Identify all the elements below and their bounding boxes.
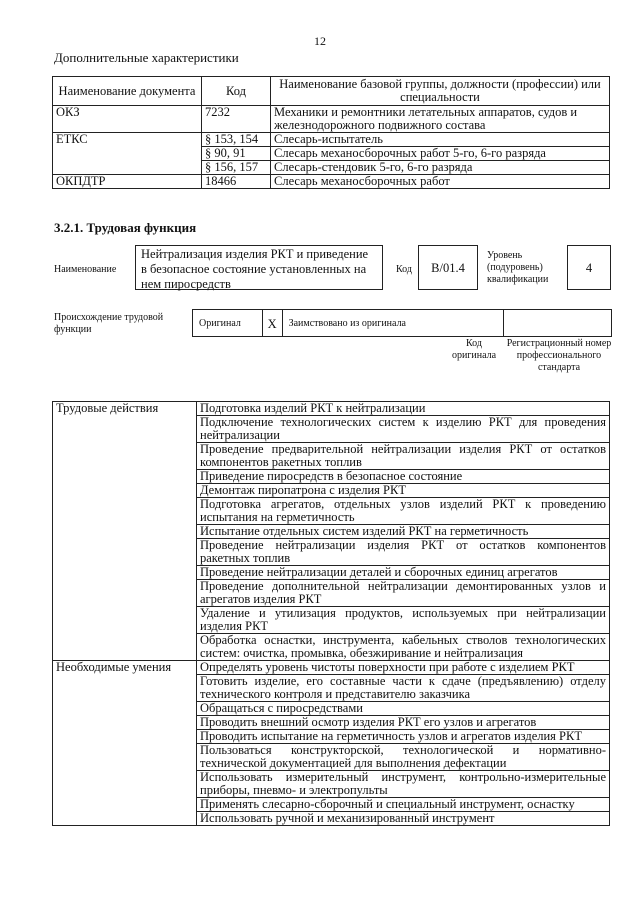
doc-cell: ОКПДТР bbox=[53, 175, 202, 189]
list-item: Проведение нейтрализации деталей и сборочных единиц агрегатов bbox=[197, 566, 610, 580]
header-name: Наименование базовой группы, должности (профессии) или специальности bbox=[271, 77, 610, 106]
list-item: Подготовка изделий РКТ к нейтрализации bbox=[197, 402, 610, 416]
name-cell: Слесарь-испытатель bbox=[271, 133, 610, 147]
original-mark: X bbox=[263, 310, 283, 336]
table-row bbox=[53, 133, 610, 147]
category-labor-actions: Трудовые действия bbox=[53, 402, 197, 661]
code-cell: 7232 bbox=[202, 106, 271, 133]
name-cell: Слесарь механосборочных работ 5-го, 6-го разряда bbox=[271, 147, 610, 161]
code-cell: § 156, 157 bbox=[202, 161, 271, 175]
origin-box bbox=[192, 309, 612, 337]
list-item: Проводить внешний осмотр изделия РКТ его узлов и агрегатов bbox=[197, 716, 610, 730]
code-cell: 18466 bbox=[202, 175, 271, 189]
list-item: Обработка оснастки, инструмента, кабельных стволов технологических систем: очистка, промывка, обезжиривание и нейтрализация bbox=[197, 634, 610, 661]
code-cell: § 90, 91 bbox=[202, 147, 271, 161]
header-code: Код bbox=[202, 77, 271, 106]
original-label: Оригинал bbox=[193, 310, 263, 336]
list-item: Определять уровень чистоты поверхности при работе с изделием РКТ bbox=[197, 661, 610, 675]
header-doc: Наименование документа bbox=[53, 77, 202, 106]
list-item: Использовать ручной и механизированный инструмент bbox=[197, 812, 610, 826]
name-cell: Слесарь механосборочных работ bbox=[271, 175, 610, 189]
list-item: Проводить испытание на герметичность узлов и агрегатов изделия РКТ bbox=[197, 730, 610, 744]
code-label: Код bbox=[396, 264, 412, 275]
list-item: Проведение предварительной нейтрализации изделия РКТ от остатков компонентов ракетных топлив bbox=[197, 443, 610, 470]
reg-number-label: Регистрационный номер профессионального стандарта bbox=[506, 338, 612, 373]
function-code-box: В/01.4 bbox=[418, 245, 478, 290]
doc-cell: ОКЗ bbox=[53, 106, 202, 133]
origin-code-cell bbox=[504, 310, 612, 336]
doc-cell: ЕТКС bbox=[53, 133, 202, 175]
list-item: Удаление и утилизация продуктов, используемых при нейтрализации изделия РКТ bbox=[197, 607, 610, 634]
list-item: Обращаться с пиросредствами bbox=[197, 702, 610, 716]
list-item: Подготовка агрегатов, отдельных узлов изделий РКТ к проведению испытания на герметичность bbox=[197, 498, 610, 525]
list-item: Испытание отдельных систем изделий РКТ на герметичность bbox=[197, 525, 610, 539]
function-heading: 3.2.1. Трудовая функция bbox=[54, 220, 197, 235]
list-item: Использовать измерительный инструмент, контрольно-измерительные приборы, пневмо- и электропульты bbox=[197, 771, 610, 798]
list-item: Подключение технологических систем к изделию РКТ для проведения нейтрализации bbox=[197, 416, 610, 443]
list-item: Демонтаж пиропатрона с изделия РКТ bbox=[197, 484, 610, 498]
origin-code-label: Код оригинала bbox=[451, 338, 497, 361]
level-label: Уровень (подуровень) квалификации bbox=[487, 250, 549, 285]
name-cell: Слесарь-стендовик 5-го, 6-го разряда bbox=[271, 161, 610, 175]
table-row bbox=[53, 106, 610, 133]
list-item: Применять слесарно-сборочный и специальный инструмент, оснастку bbox=[197, 798, 610, 812]
name-label: Наименование bbox=[54, 264, 117, 275]
list-item: Готовить изделие, его составные части к сдаче (предъявлению) отделу технического контроля и представителю заказчика bbox=[197, 675, 610, 702]
table-row bbox=[53, 402, 610, 416]
list-item: Проведение дополнительной нейтрализации демонтированных узлов и агрегатов изделия РКТ bbox=[197, 580, 610, 607]
table-row bbox=[53, 661, 610, 675]
function-name-box: Нейтрализация изделия РКТ и приведение в безопасное состояние установленных на нем пиросредств bbox=[135, 245, 383, 290]
level-value-box: 4 bbox=[567, 245, 611, 290]
list-item: Проведение нейтрализации изделия РКТ от остатков компонентов ракетных топлив bbox=[197, 539, 610, 566]
function-details-table bbox=[52, 401, 610, 826]
table-header-row bbox=[53, 77, 610, 106]
classification-table bbox=[52, 76, 610, 189]
code-cell: § 153, 154 bbox=[202, 133, 271, 147]
section-title: Дополнительные характеристики bbox=[54, 50, 239, 65]
category-skills: Необходимые умения bbox=[53, 661, 197, 826]
origin-label: Происхождение трудовой функции bbox=[54, 312, 164, 335]
borrowed-label: Заимствовано из оригинала bbox=[283, 310, 504, 336]
list-item: Пользоваться конструкторской, технологической и нормативно-технической документацией для выполнения дефектации bbox=[197, 744, 610, 771]
page-number: 12 bbox=[314, 34, 326, 48]
name-cell: Механики и ремонтники летательных аппаратов, судов и железнодорожного подвижного состава bbox=[271, 106, 610, 133]
table-row bbox=[53, 175, 610, 189]
list-item: Приведение пиросредств в безопасное состояние bbox=[197, 470, 610, 484]
